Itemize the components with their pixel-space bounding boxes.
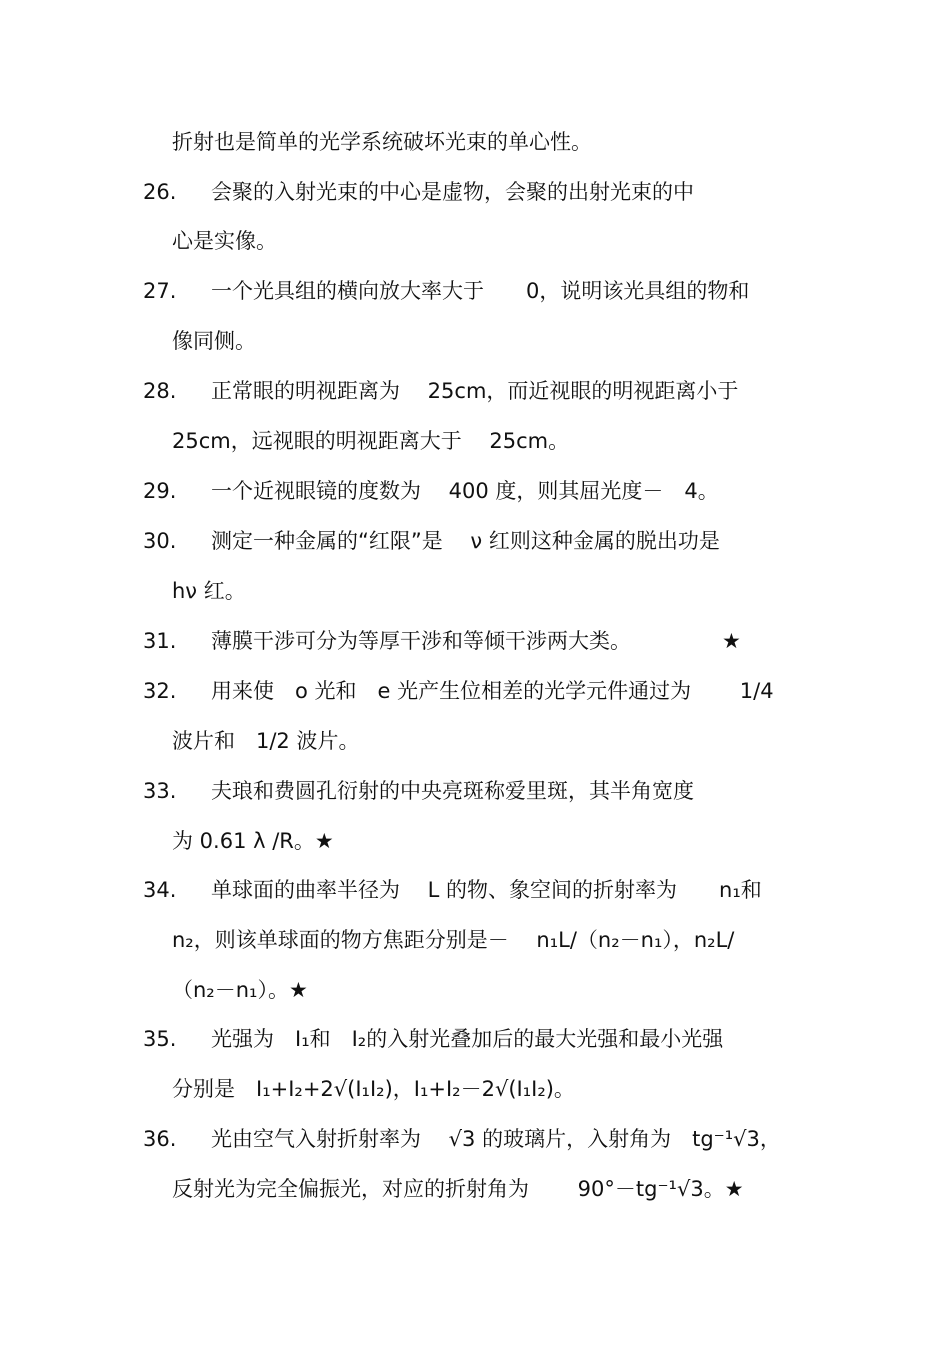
text-line [0, 573, 950, 609]
text-line [0, 1071, 950, 1107]
text-line [0, 124, 950, 160]
line-text: 一个光具组的横向放大率大于 0，说明该光具组的物和 [211, 279, 750, 303]
text-line [0, 922, 950, 958]
question-number: 31. [143, 629, 177, 653]
question-number: 29. [143, 479, 177, 503]
line-text: 单球面的曲率半径为 L 的物、象空间的折射率为 n₁和 [211, 878, 762, 902]
text-line [0, 223, 950, 259]
question-36 [0, 1121, 950, 1157]
question-27 [0, 273, 950, 309]
question-28 [0, 373, 950, 409]
line-text: 夫琅和费圆孔衍射的中央亮斑称爱里斑，其半角宽度 [211, 779, 694, 803]
line-text: 一个近视眼镜的度数为 400 度，则其屈光度－ 4。 [211, 479, 719, 503]
line-text: 用来使 o 光和 e 光产生位相差的光学元件通过为 1/4 [211, 679, 774, 703]
question-34 [0, 872, 950, 908]
question-number: 32. [143, 679, 177, 703]
line-text: 为 0.61 λ /R。★ [172, 829, 334, 853]
line-text: 正常眼的明视距离为 25cm，而近视眼的明视距离小于 [211, 379, 739, 403]
line-text: hν 红。 [172, 579, 246, 603]
line-text: 心是实像。 [172, 229, 277, 253]
line-text: 会聚的入射光束的中心是虚物，会聚的出射光束的中 [211, 180, 694, 204]
line-text: 像同侧。 [172, 329, 256, 353]
line-text: 反射光为完全偏振光，对应的折射角为 90°－tg⁻¹√3。★ [172, 1177, 744, 1201]
question-number: 35. [143, 1027, 177, 1051]
question-number: 28. [143, 379, 177, 403]
text-line [0, 323, 950, 359]
text-line [0, 972, 950, 1008]
question-number: 33. [143, 779, 177, 803]
text-line [0, 723, 950, 759]
question-29 [0, 473, 950, 509]
line-text: 薄膜干涉可分为等厚干涉和等倾干涉两大类。 [211, 629, 631, 653]
line-text: 光强为 I₁和 I₂的入射光叠加后的最大光强和最小光强 [211, 1027, 724, 1051]
question-number: 30. [143, 529, 177, 553]
line-text: n₂，则该单球面的物方焦距分别是－ n₁L/（n₂－n₁），n₂L/ [172, 928, 735, 952]
line-text: 25cm，远视眼的明视距离大于 25cm。 [172, 429, 570, 453]
line-text: 测定一种金属的“红限”是 ν 红则这种金属的脱出功是 [211, 529, 720, 553]
text-line [0, 423, 950, 459]
question-number: 36. [143, 1127, 177, 1151]
text-line [0, 1171, 950, 1207]
question-32 [0, 673, 950, 709]
question-31 [0, 623, 950, 659]
star-mark: ★ [722, 629, 741, 653]
question-number: 34. [143, 878, 177, 902]
line-text: 波片和 1/2 波片。 [172, 729, 360, 753]
question-26 [0, 174, 950, 210]
question-33 [0, 773, 950, 809]
line-text: 折射也是简单的光学系统破坏光束的单心性。 [172, 130, 592, 154]
question-30 [0, 523, 950, 559]
text-line [0, 823, 950, 859]
line-text: （n₂－n₁）。★ [172, 978, 308, 1002]
question-number: 27. [143, 279, 177, 303]
question-35 [0, 1021, 950, 1057]
question-number: 26. [143, 180, 177, 204]
line-text: 光由空气入射折射率为 √3 的玻璃片，入射角为 tg⁻¹√3， [211, 1127, 781, 1151]
line-text: 分别是 I₁+I₂+2√(I₁I₂)，I₁+I₂－2√(I₁I₂)。 [172, 1077, 575, 1101]
